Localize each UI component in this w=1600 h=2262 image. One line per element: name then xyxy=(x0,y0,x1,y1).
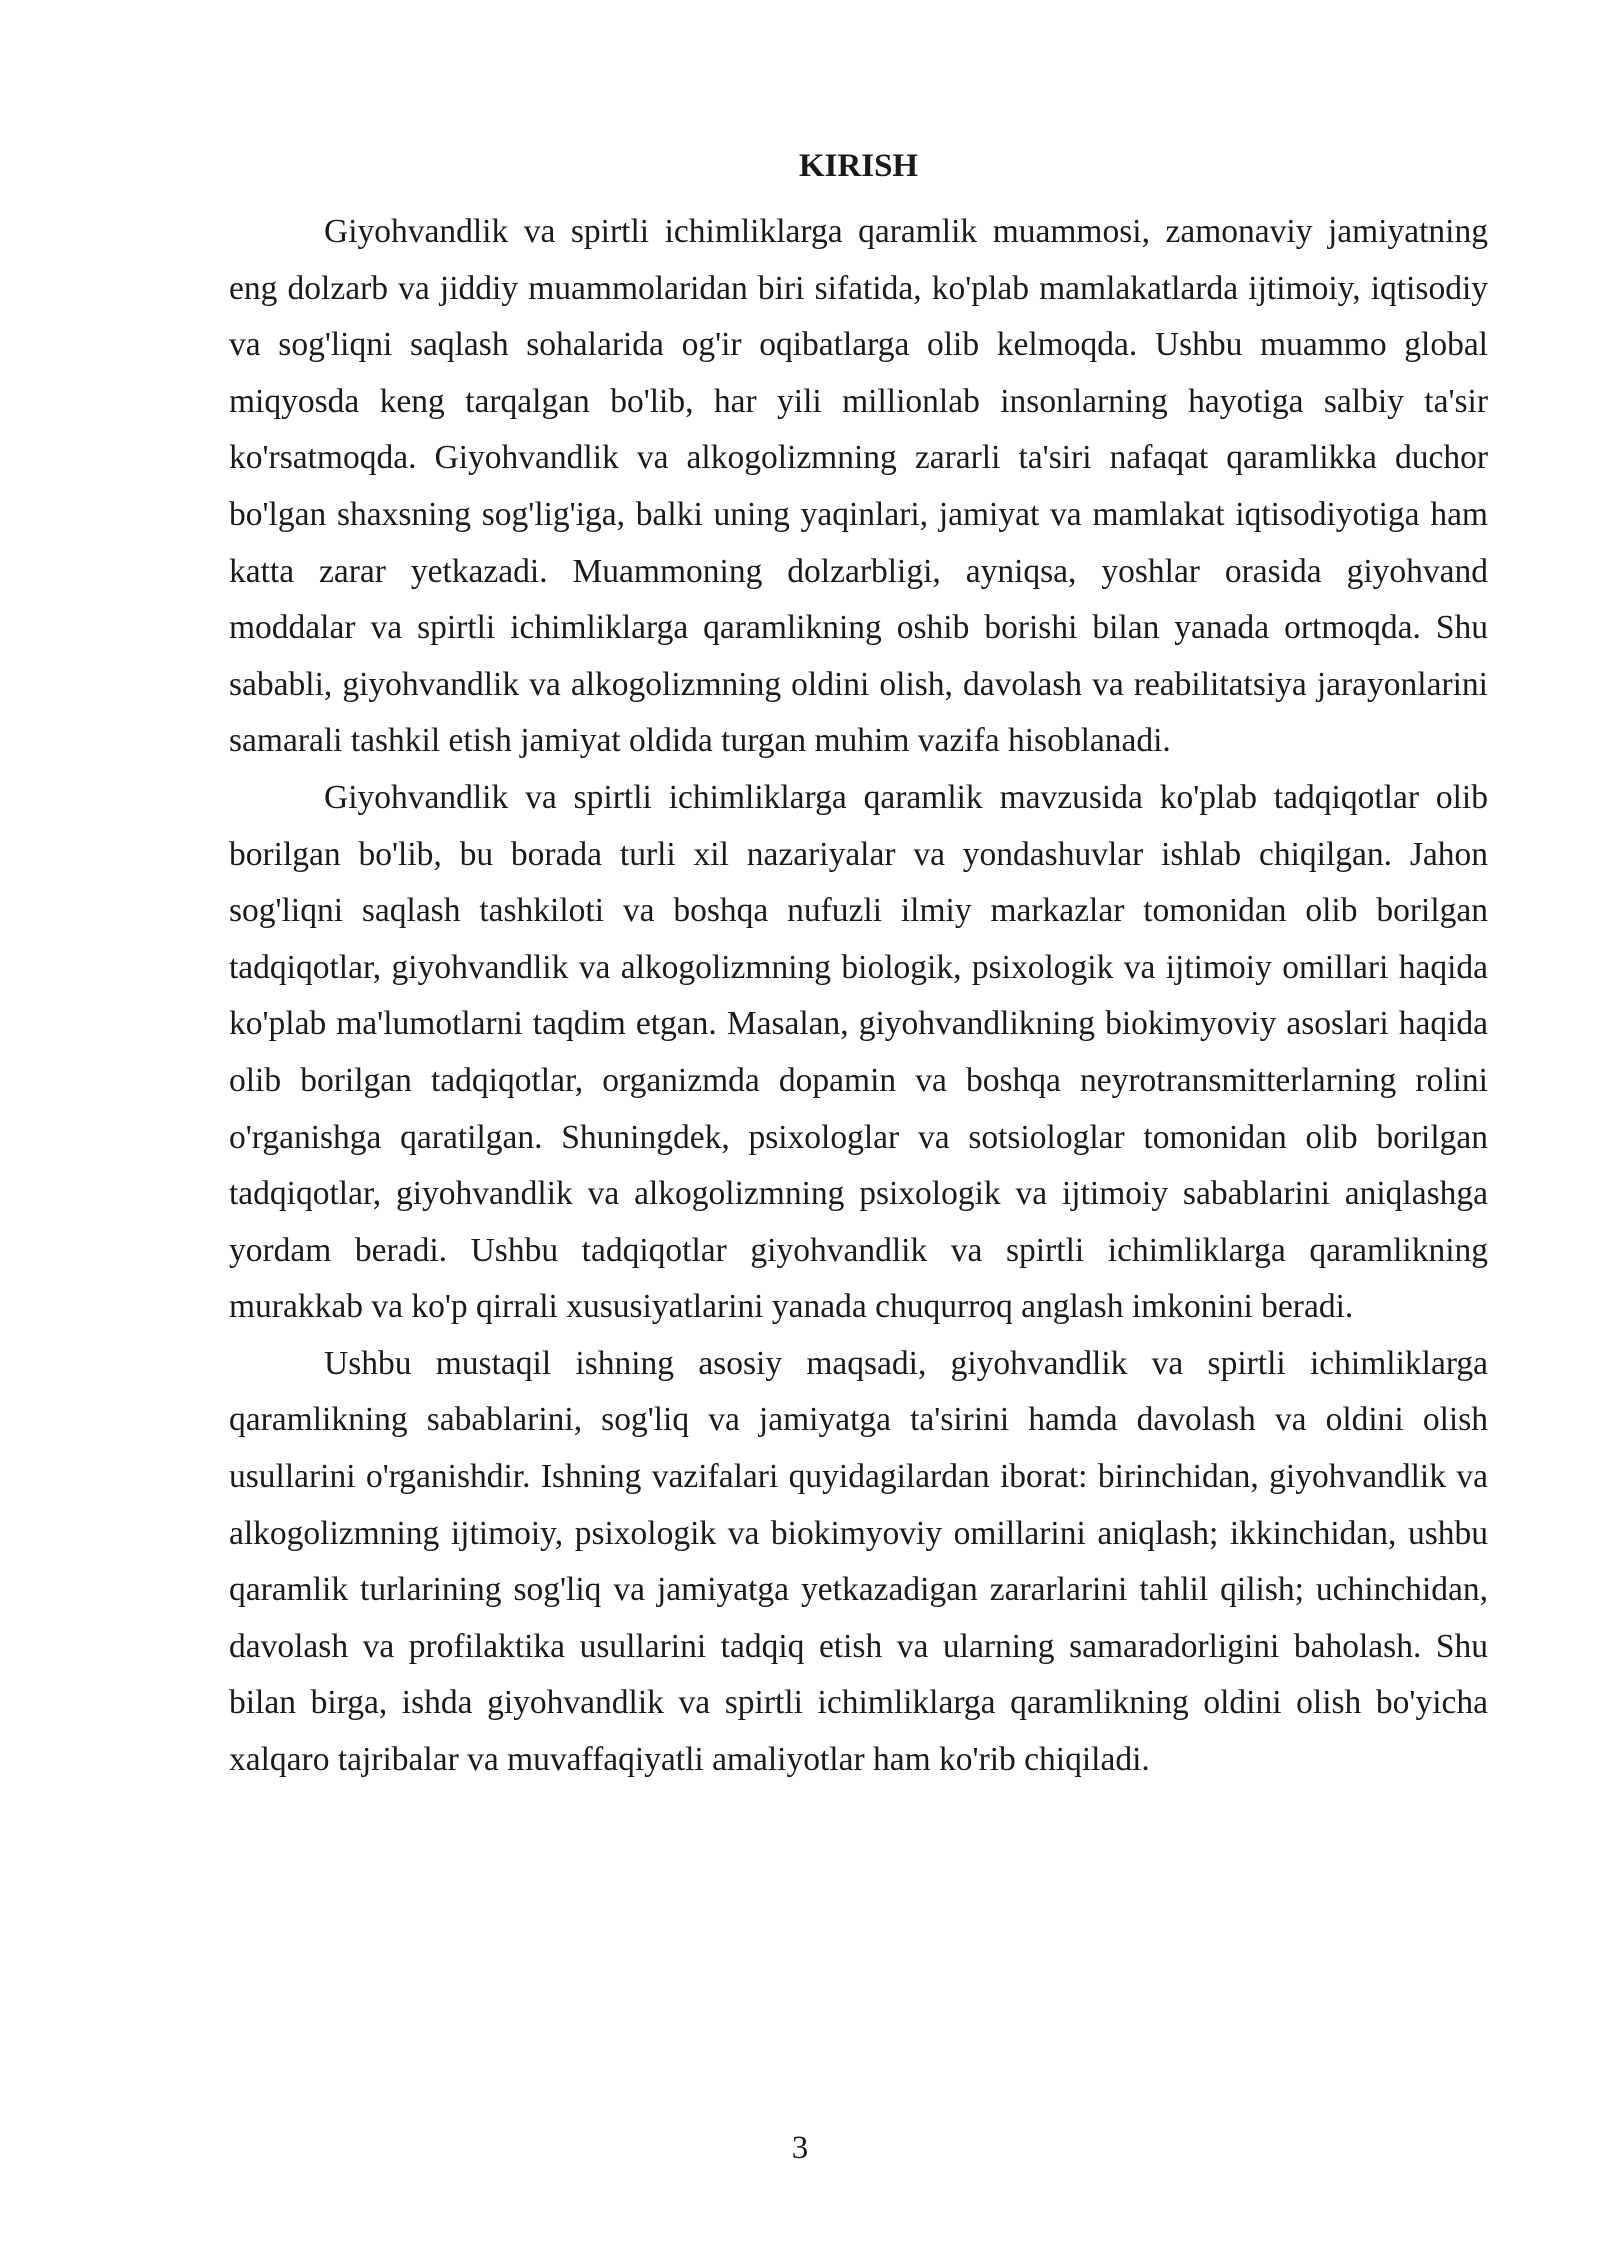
body-paragraph-3: Ushbu mustaqil ishning asosiy maqsadi, giyohvandlik va spirtli ichimliklarga qaramlikning sabablarini, sog'liq va jamiyatga ta'sirini hamda davolash va oldini olish usullarini o'rganishdir. Ishning vazifalari quyidagilardan iborat: birinchidan, giyohvandlik va alkogolizmning ijtimoiy, psixologik va biokimyoviy omillarini aniqlash; ikkinchidan, ushbu qaramlik turlarining sog'liq va jamiyatga yetkazadigan zararlarini tahlil qilish; uchinchidan, davolash va profilaktika usullarini tadqiq etish va ularning samaradorligini baholash. Shu bilan birga, ishda giyohvandlik va spirtli ichimliklarga qaramlikning oldini olish bo'yicha xalqaro tajribalar va muvaffaqiyatli amaliyotlar ham ko'rib chiqiladi. xyxy=(229,1344,1488,1779)
page-number: 3 xyxy=(791,2130,809,2166)
body-paragraph-1: Giyohvandlik va spirtli ichimliklarga qaramlik muammosi, zamonaviy jamiyatning eng dolzarb va jiddiy muammolaridan biri sifatida, ko'plab mamlakatlarda ijtimoiy, iqtisodiy va sog'liqni saqlash sohalarida og'ir oqibatlarga olib kelmoqda. Ushbu muammo global miqyosda keng tarqalgan bo'lib, har yili millionlab insonlarning hayotiga salbiy ta'sir ko'rsatmoqda. Giyohvandlik va alkogolizmning zararli ta'siri nafaqat qaramlikka duchor bo'lgan shaxsning sog'lig'iga, balki uning yaqinlari, jamiyat va mamlakat iqtisodiyotiga ham katta zarar yetkazadi. Muammoning dolzarbligi, ayniqsa, yoshlar orasida giyohvand moddalar va spirtli ichimliklarga qaramlikning oshib borishi bilan yanada ortmoqda. Shu sababli, giyohvandlik va alkogolizmning oldini olish, davolash va reabilitatsiya jarayonlarini samarali tashkil etish jamiyat oldida turgan muhim vazifa hisoblanadi. xyxy=(229,213,1488,760)
body-paragraph-2: Giyohvandlik va spirtli ichimliklarga qaramlik mavzusida ko'plab tadqiqotlar olib borilgan bo'lib, bu borada turli xil nazariyalar va yondashuvlar ishlab chiqilgan. Jahon sog'liqni saqlash tashkiloti va boshqa nufuzli ilmiy markazlar tomonidan olib borilgan tadqiqotlar, giyohvandlik va alkogolizmning biologik, psixologik va ijtimoiy omillari haqida ko'plab ma'lumotlarni taqdim etgan. Masalan, giyohvandlikning biokimyoviy asoslari haqida olib borilgan tadqiqotlar, organizmda dopamin va boshqa neyrotransmitterlarning rolini o'rganishga qaratilgan. Shuningdek, psixologlar va sotsiologlar tomonidan olib borilgan tadqiqotlar, giyohvandlik va alkogolizmning psixologik va ijtimoiy sabablarini aniqlashga yordam beradi. Ushbu tadqiqotlar giyohvandlik va spirtli ichimliklarga qaramlikning murakkab va ko'p qirrali xususiyatlarini yanada chuqurroq anglash imkonini beradi. xyxy=(229,778,1488,1326)
document-page xyxy=(229,148,1488,2208)
section-heading: KIRISH xyxy=(798,148,919,184)
